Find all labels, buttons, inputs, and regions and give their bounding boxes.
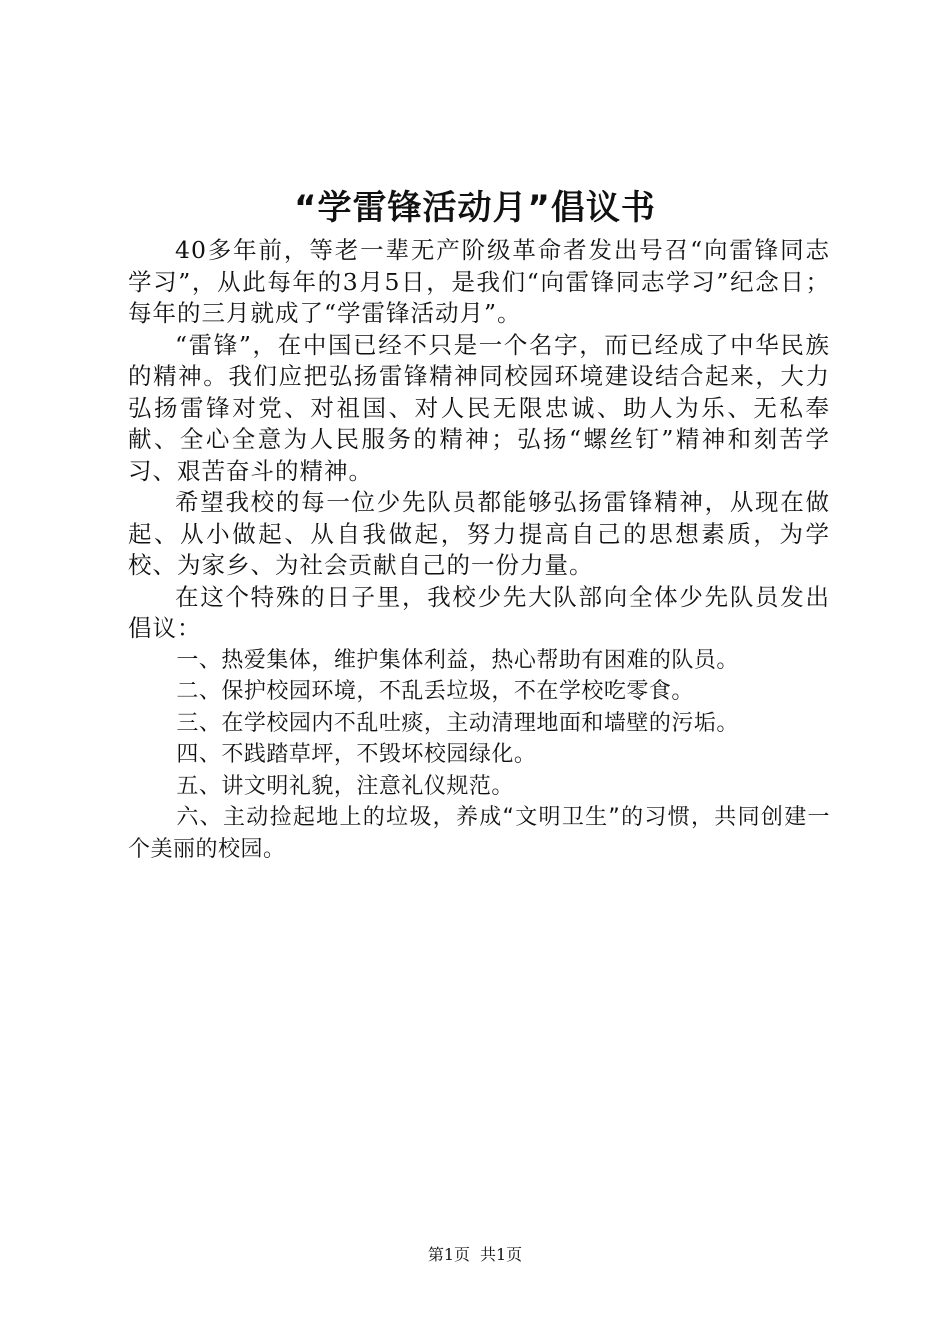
document-title: “学雷锋活动月”倡议书 xyxy=(294,188,656,228)
page-total: 共1页 xyxy=(480,1245,523,1264)
proposal-item: 五、讲文明礼貌，注意礼仪规范。 xyxy=(176,773,514,799)
document-body xyxy=(128,235,830,865)
paragraph-call: 在这个特殊的日子里，我校少先大队部向全体少先队员发出倡议： xyxy=(128,582,830,642)
page-number: 第1页 xyxy=(427,1245,470,1264)
proposal-item: 四、不践踏草坪，不毁坏校园绿化。 xyxy=(176,742,537,767)
paragraph-hope: 希望我校的每一位少先队员都能够弘扬雷锋精神，从现在做起、从小做起、从自我做起，努力提高自己的思想素质，为学校、为家乡、为社会贡献自己的一份力量。 xyxy=(128,488,830,579)
paragraph-intro: 40多年前，等老一辈无产阶级革命者发出号召“向雷锋同志学习”，从此每年的3月5日，是我们“向雷锋同志学习”纪念日；每年的三月就成了“学雷锋活动月”。 xyxy=(128,236,830,327)
proposal-item: 六、主动捡起地上的垃圾，养成“文明卫生”的习惯，共同创建一个美丽的校园。 xyxy=(128,805,830,862)
page-footer xyxy=(0,1244,950,1266)
paragraph-spirit: “雷锋”，在中国已经不只是一个名字，而已经成了中华民族的精神。我们应把弘扬雷锋精神同校园环境建设结合起来，大力弘扬雷锋对党、对祖国、对人民无限忠诚、助人为乐、无私奉献、全心全意为人民服务的精神；弘扬“螺丝钉”精神和刻苦学习、艰苦奋斗的精神。 xyxy=(128,330,830,485)
proposal-item: 三、在学校园内不乱吐痰，主动清理地面和墙壁的污垢。 xyxy=(176,710,739,736)
proposal-item: 二、保护校园环境，不乱丢垃圾，不在学校吃零食。 xyxy=(176,679,694,704)
proposal-item: 一、热爱集体，维护集体利益，热心帮助有困难的队员。 xyxy=(176,647,739,673)
